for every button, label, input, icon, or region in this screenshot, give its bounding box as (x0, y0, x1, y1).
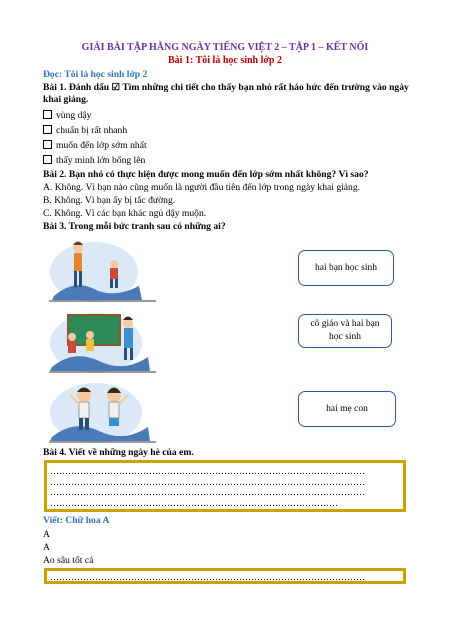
option-1[interactable] (43, 110, 91, 122)
checkbox[interactable] (43, 110, 52, 119)
answer-b: B. Không. Vì bạn ấy bị tắc đường. (43, 195, 176, 206)
exercise-4-question: Bài 4. Viết về những ngày hè của em. (43, 447, 194, 458)
picture-teacher-students (44, 305, 162, 377)
checkbox[interactable] (43, 125, 52, 134)
writing-answer-box[interactable] (44, 568, 406, 584)
choice-label: hai bạn học sinh (314, 262, 377, 273)
option-label: muốn đến lớp sớm nhất (56, 140, 147, 151)
exercise-1-question: Bài 1. Đánh dấu ☑ Tìm những chi tiết cho thấy bạn nhỏ rất háo hức đến trường vào ngày khai giảng. (43, 82, 409, 105)
option-3[interactable] (43, 140, 147, 152)
option-2[interactable] (43, 125, 127, 137)
checkbox[interactable] (43, 140, 52, 149)
exercise-3-question: Bài 3. Trong mỗi bức tranh sau có những ai? (43, 221, 226, 232)
answer-c: C. Không. Vì các bạn khác ngủ dậy muộn. (43, 208, 207, 219)
answer-line: …………………………………………………………………………………………… (50, 487, 365, 497)
reading-heading: Đọc: Tôi là học sinh lớp 2 (43, 69, 148, 80)
exercise-4-answer-box[interactable] (44, 460, 406, 512)
choice-label: hai mẹ con (326, 403, 368, 414)
lesson-title: Bài 1: Tôi là học sinh lớp 2 (168, 55, 282, 66)
page-title: GIẢI BÀI TẬP HẰNG NGÀY TIẾNG VIỆT 2 – TẬP 1 – KẾT NỐI (81, 42, 369, 53)
answer-a: A. Không. Vì bạn nào cũng muốn là người đầu tiên đến lớp trong ngày khai giảng. (43, 182, 361, 193)
choice-label: cô giáo và hai bạn học sinh (310, 319, 380, 342)
picture-mother-child (44, 234, 162, 306)
option-label: thấy mình lớn bổng lên (56, 155, 146, 166)
checkbox[interactable] (43, 155, 52, 164)
choice-two-students[interactable] (298, 250, 394, 286)
answer-line: …………………………………………………………………………………………… (50, 476, 365, 487)
choice-mother-child[interactable] (298, 391, 396, 427)
answer-line: …………………………………………………………………………………………… (50, 572, 365, 582)
picture-two-students (44, 375, 162, 447)
writing-line-2: A (43, 542, 50, 553)
writing-heading: Viết: Chữ hoa A (43, 515, 110, 526)
writing-sample: Ao sâu tốt cá (43, 555, 94, 566)
choice-teacher-students[interactable] (298, 314, 392, 348)
answer-line: …………………………………………………………………………………… (50, 497, 338, 508)
option-label: chuẩn bị rất nhanh (56, 125, 128, 136)
option-label: vùng dậy (56, 110, 92, 121)
writing-line-1: A (43, 529, 50, 540)
option-4[interactable] (43, 155, 145, 167)
answer-line: …………………………………………………………………………………………… (50, 466, 365, 476)
exercise-2-question: Bài 2. Bạn nhỏ có thực hiện được mong muốn đến lớp sớm nhất không? Vì sao? (43, 169, 369, 180)
